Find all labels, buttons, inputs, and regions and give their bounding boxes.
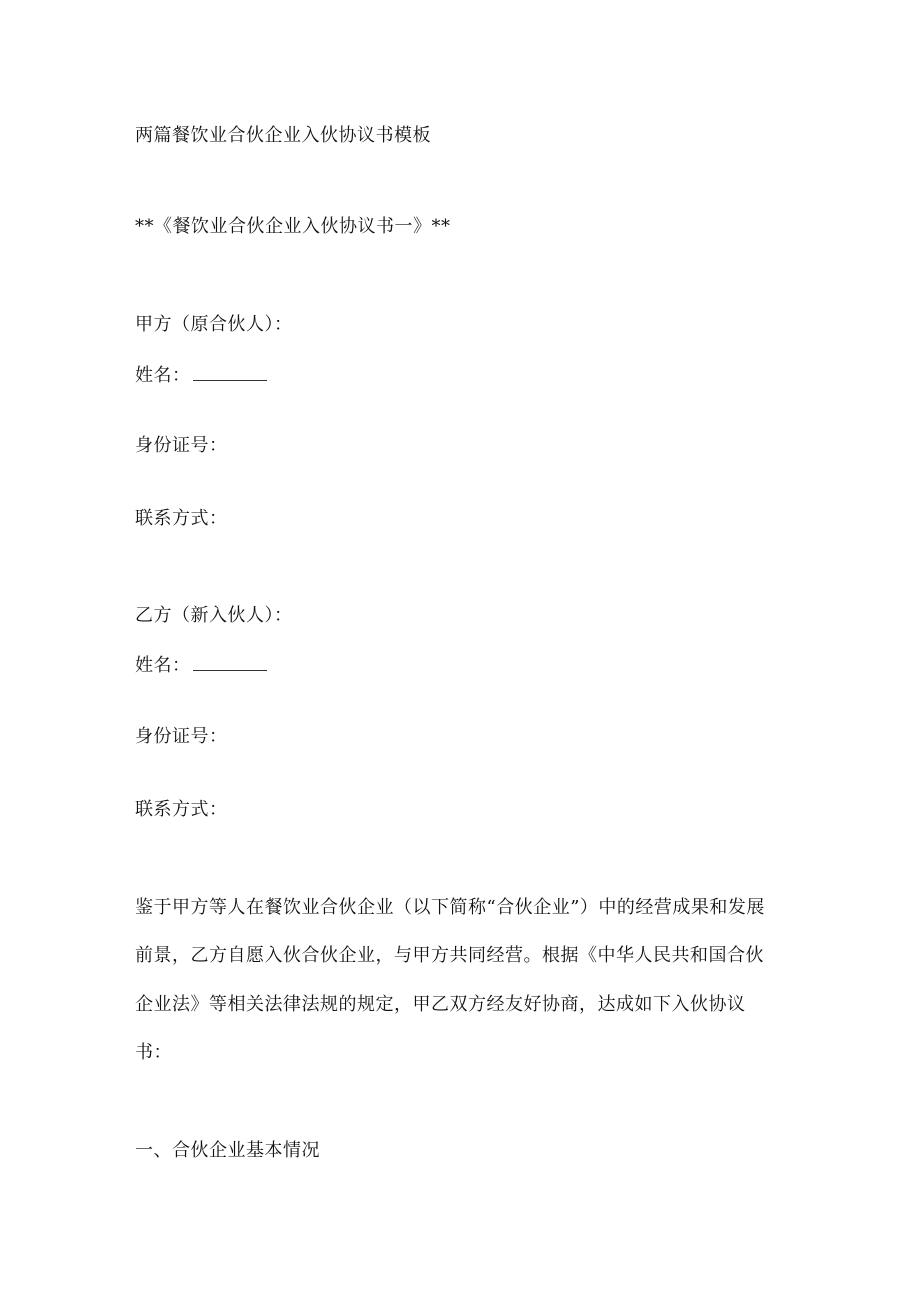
party-b-heading: 乙方（新入伙人）： <box>135 605 293 626</box>
preamble-line: 前景，乙方自愿入伙合伙企业，与甲方共同经营。根据《中华人民共和国合伙 <box>135 945 764 966</box>
party-b-contact-label: 联系方式： <box>135 799 228 820</box>
document-subtitle: **《餐饮业合伙企业入伙协议书一》** <box>135 216 451 237</box>
party-a-contact-label: 联系方式： <box>135 508 228 529</box>
party-b-name-label: 姓名： <box>135 655 191 676</box>
party-b-name-row <box>135 652 267 678</box>
party-b-name-blank <box>193 652 267 671</box>
preamble-line: 企业法》等相关法律法规的规定，甲乙双方经友好协商，达成如下入伙协议 <box>135 994 746 1015</box>
preamble-line: 书： <box>135 1042 172 1063</box>
section-1-heading: 一、合伙企业基本情况 <box>135 1140 320 1161</box>
party-a-name-row <box>135 362 267 388</box>
preamble-line: 鉴于甲方等人在餐饮业合伙企业（以下简称“合伙企业”）中的经营成果和发展 <box>135 897 765 918</box>
party-a-name-label: 姓名： <box>135 365 191 386</box>
party-a-id-label: 身份证号： <box>135 435 228 456</box>
party-a-heading: 甲方（原合伙人）： <box>135 314 293 335</box>
party-a-name-blank <box>193 362 267 381</box>
document-title: 两篇餐饮业合伙企业入伙协议书模板 <box>135 125 431 146</box>
party-b-id-label: 身份证号： <box>135 726 228 747</box>
